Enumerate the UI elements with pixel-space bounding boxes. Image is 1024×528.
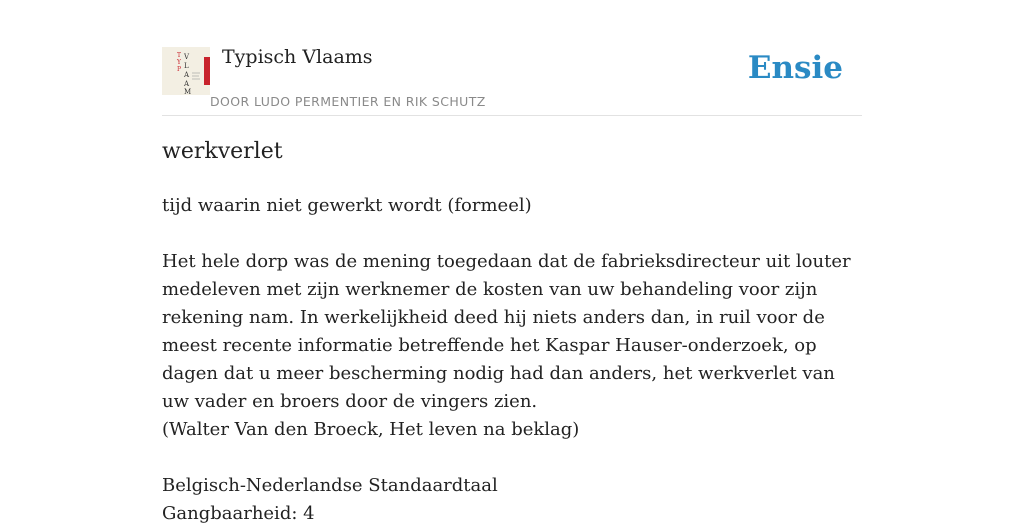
svg-text:A: A [184,71,190,79]
book-cover-avatar[interactable] [162,47,210,95]
svg-text:Y: Y [177,59,181,66]
svg-text:T: T [177,52,182,59]
entry-content [162,192,862,528]
header [162,44,862,116]
paragraph-gap [162,220,862,248]
entry-citation: (Walter Van den Broeck, Het leven na beklag) [162,419,580,440]
svg-text:L: L [184,62,189,70]
book-title[interactable]: Typisch Vlaams [222,46,373,68]
entry-usage: Gangbaarheid: 4 [162,503,315,524]
entry-example-quote: Het hele dorp was de mening toegedaan dat de fabrieksdirecteur uit louter medeleven met zijn werknemer de kosten van uw behandeling voor zijn rekening nam. In werkelijkheid deed hij niets anders dan, in ruil voor de meest recente informatie betreffende het Kaspar Hauser-onderzoek, op dagen dat u meer bescherming nodig had dan anders, het werkverlet van uw vader en broers door de vingers zien. [162,251,851,412]
svg-text:P: P [177,66,182,73]
entry-definition: tijd waarin niet gewerkt wordt (formeel) [162,195,532,216]
book-authors: DOOR LUDO PERMENTIER EN RIK SCHUTZ [210,94,486,109]
book-cover-icon [162,47,210,95]
ensie-logo-link[interactable]: Ensie [747,50,843,86]
svg-text:M: M [184,88,192,96]
paragraph-gap [162,444,862,472]
svg-text:V: V [184,53,190,61]
entry-standard-language: Belgisch-Nederlandse Standaardtaal [162,475,498,496]
svg-text:A: A [184,80,190,88]
entry-term: werkverlet [162,139,283,164]
